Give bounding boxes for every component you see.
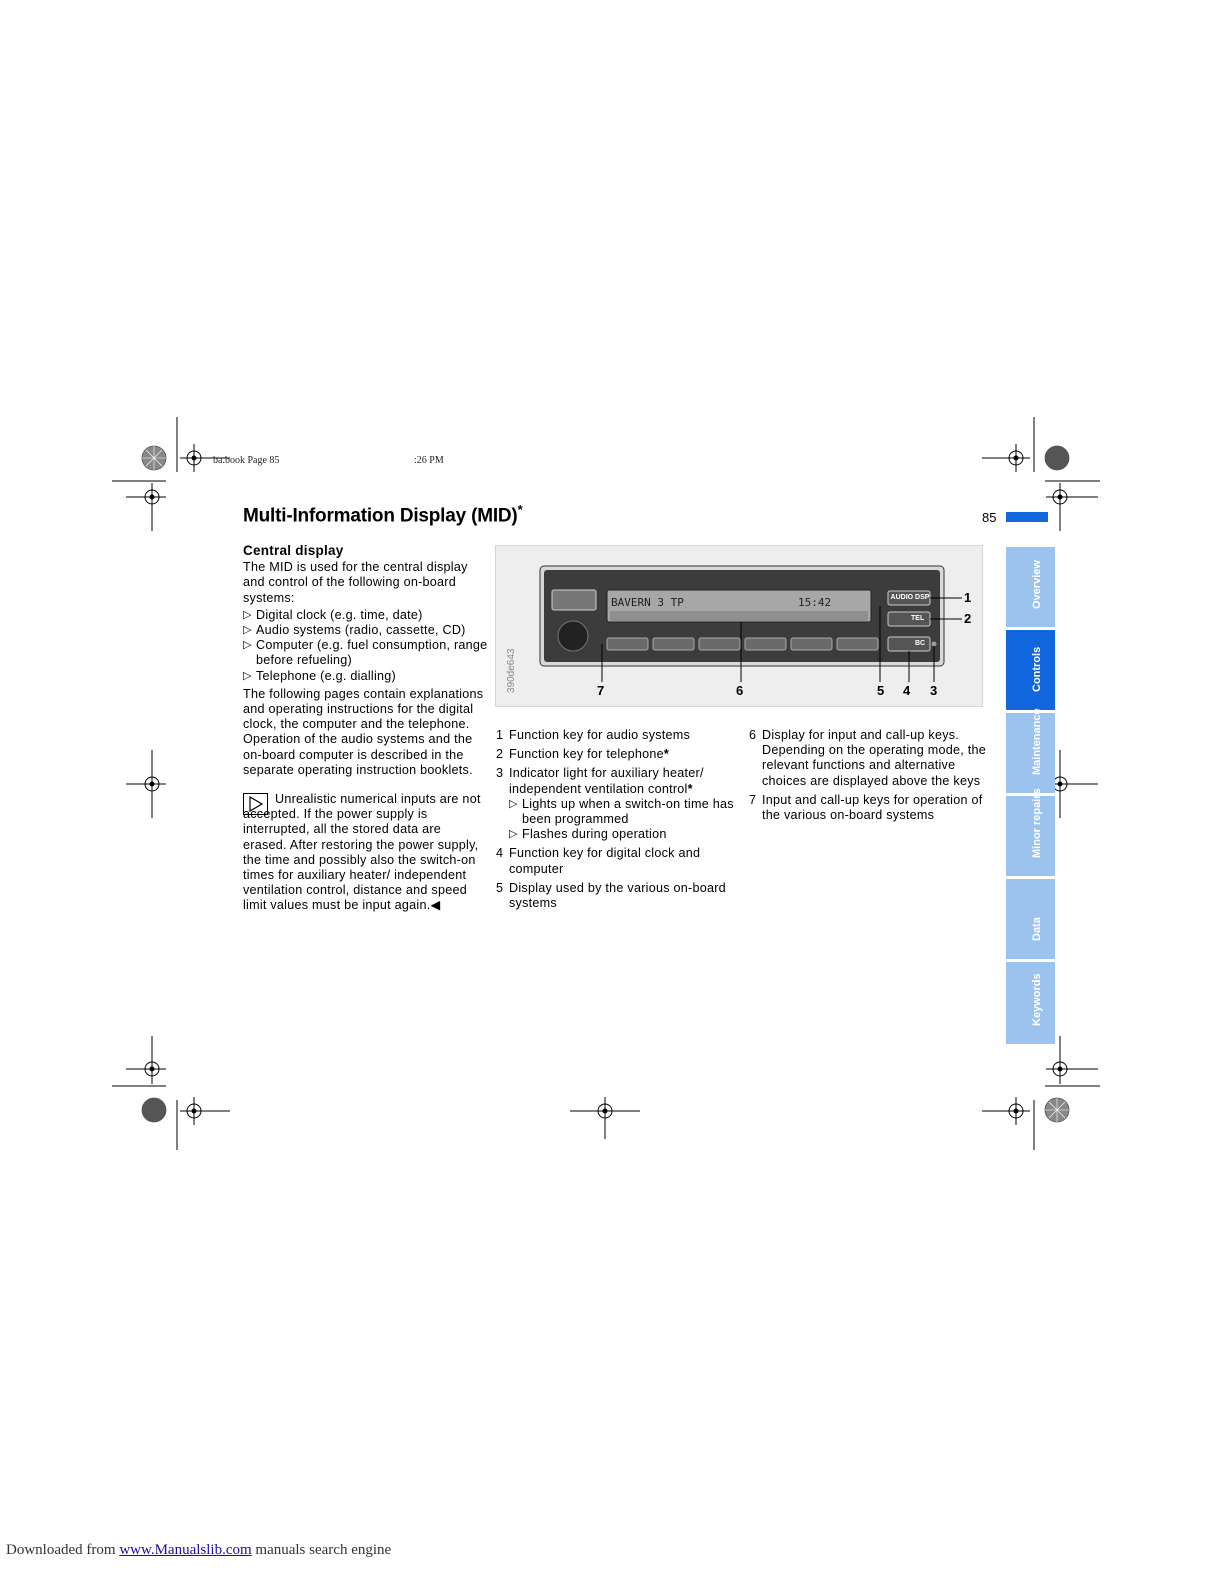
note-box [243, 792, 488, 914]
page-number: 85 [982, 510, 997, 525]
callout-3: 3 [930, 683, 938, 698]
section-intro: The MID is used for the central display and control of the following on-board systems: [243, 560, 468, 605]
tab-label: Maintenance [1030, 708, 1043, 775]
tab-overview[interactable] [1006, 547, 1055, 627]
bc-button[interactable]: BC [915, 640, 926, 647]
footer-prefix: Downloaded from [6, 1542, 120, 1558]
legend-list [749, 728, 999, 823]
legend-text: Display for input and call-up keys. Depending on the operating mode, the relevant functions and alternative choices are displayed above the keys [762, 728, 986, 788]
legend-item [496, 881, 741, 911]
note-triangle-icon [243, 793, 268, 815]
callout-6: 6 [736, 683, 744, 698]
audio-dsp-button[interactable]: AUDIO DSP [890, 594, 930, 601]
legend-text: Input and call-up keys for operation of the various on-board systems [762, 792, 983, 823]
download-footer [6, 1542, 391, 1559]
section-paragraph: The following pages contain explanations and operating instructions for the digital clock, the computer and the telephone. Operation of the audio systems and the on-board computer is described in the separate operating instruction booklets. [243, 686, 484, 777]
mid-display-time: 15:42 [798, 596, 832, 609]
tel-button[interactable]: TEL [911, 615, 925, 622]
tab-minor-repairs[interactable] [1006, 788, 1055, 876]
legend-list [496, 728, 741, 911]
legend-item [749, 793, 999, 823]
title-star-mark: * [517, 502, 523, 517]
legend-star: * [663, 747, 670, 762]
legend-sub-item: ▷ Flashes during operation [509, 827, 741, 842]
legend-number: 4 [496, 846, 504, 861]
tab-keywords[interactable] [1006, 962, 1055, 1044]
legend-item [496, 766, 741, 842]
callout-5: 5 [877, 683, 885, 698]
legend-sub-item: ▷ Lights up when a switch-on time has been programmed [509, 797, 741, 827]
legend-item [496, 846, 741, 876]
tab-label: Data [1030, 917, 1043, 941]
tab-maintenance[interactable] [1006, 708, 1055, 793]
list-item: ▷ Digital clock (e.g. time, date) [243, 608, 488, 623]
legend-star: * [687, 781, 693, 796]
mid-unit-illustration [496, 546, 982, 706]
legend-number: 6 [749, 728, 757, 742]
legend-text: Function key for telephone [509, 747, 664, 762]
note-text [243, 792, 488, 914]
footer-suffix: manuals search engine [251, 1542, 392, 1558]
list-item: ▷ Telephone (e.g. dialling) [243, 669, 488, 684]
tab-data[interactable] [1006, 879, 1055, 959]
mid-figure [495, 545, 983, 707]
tab-controls[interactable] [1006, 630, 1055, 710]
legend-column-1 [496, 728, 741, 915]
list-item: ▷ Audio systems (radio, cassette, CD) [243, 623, 488, 638]
legend-item [749, 728, 999, 789]
legend-number: 7 [749, 792, 757, 807]
book-page-label: ba.book Page 85 [213, 455, 280, 466]
page-title-text: Multi-Information Display (MID) [243, 505, 518, 527]
time-label: :26 PM [414, 455, 444, 466]
tab-label: Minor repairs [1030, 788, 1043, 858]
legend-text: Function key for audio systems [509, 728, 691, 742]
callout-2: 2 [964, 611, 972, 626]
end-mark-icon: ◀ [430, 898, 441, 913]
legend-text: Function key for digital clock and computer [509, 846, 701, 876]
note-body: Unrealistic numerical inputs are not accepted. If the power supply is interrupted, all the stored data are erased. After restoring the power supply, the time and possibly also the switch-on times for auxiliary heater/ independent ventilation control, distance and speed limit values must be input again. [243, 792, 481, 913]
legend-sub-list [509, 797, 741, 843]
page-number-bar [1006, 512, 1048, 522]
callout-1: 1 [964, 590, 972, 605]
section-heading: Central display [243, 543, 344, 558]
system-list [243, 608, 488, 684]
manualslib-link[interactable]: www.Manualslib.com [119, 1542, 252, 1558]
central-display-section [243, 543, 488, 914]
tab-label: Overview [1030, 560, 1043, 609]
legend-number: 3 [496, 766, 504, 781]
legend-number: 2 [496, 747, 504, 762]
legend-column-2 [749, 728, 999, 827]
callout-4: 4 [903, 683, 911, 698]
legend-item [496, 747, 741, 762]
page-title [243, 502, 522, 527]
legend-item [496, 728, 741, 743]
legend-number: 1 [496, 728, 504, 742]
figure-code: 390de643 [506, 648, 517, 693]
callout-7: 7 [597, 683, 605, 698]
legend-text: Display used by the various on-board systems [509, 880, 726, 911]
list-item: ▷ Computer (e.g. fuel consumption, range before refueling) [243, 638, 488, 668]
legend-number: 5 [496, 880, 504, 895]
legend-text: Indicator light for auxiliary heater/ independent ventilation control [509, 766, 704, 796]
tab-label: Controls [1030, 646, 1043, 692]
tab-label: Keywords [1030, 973, 1043, 1026]
mid-display-text: BAVERN 3 TP [611, 596, 684, 609]
